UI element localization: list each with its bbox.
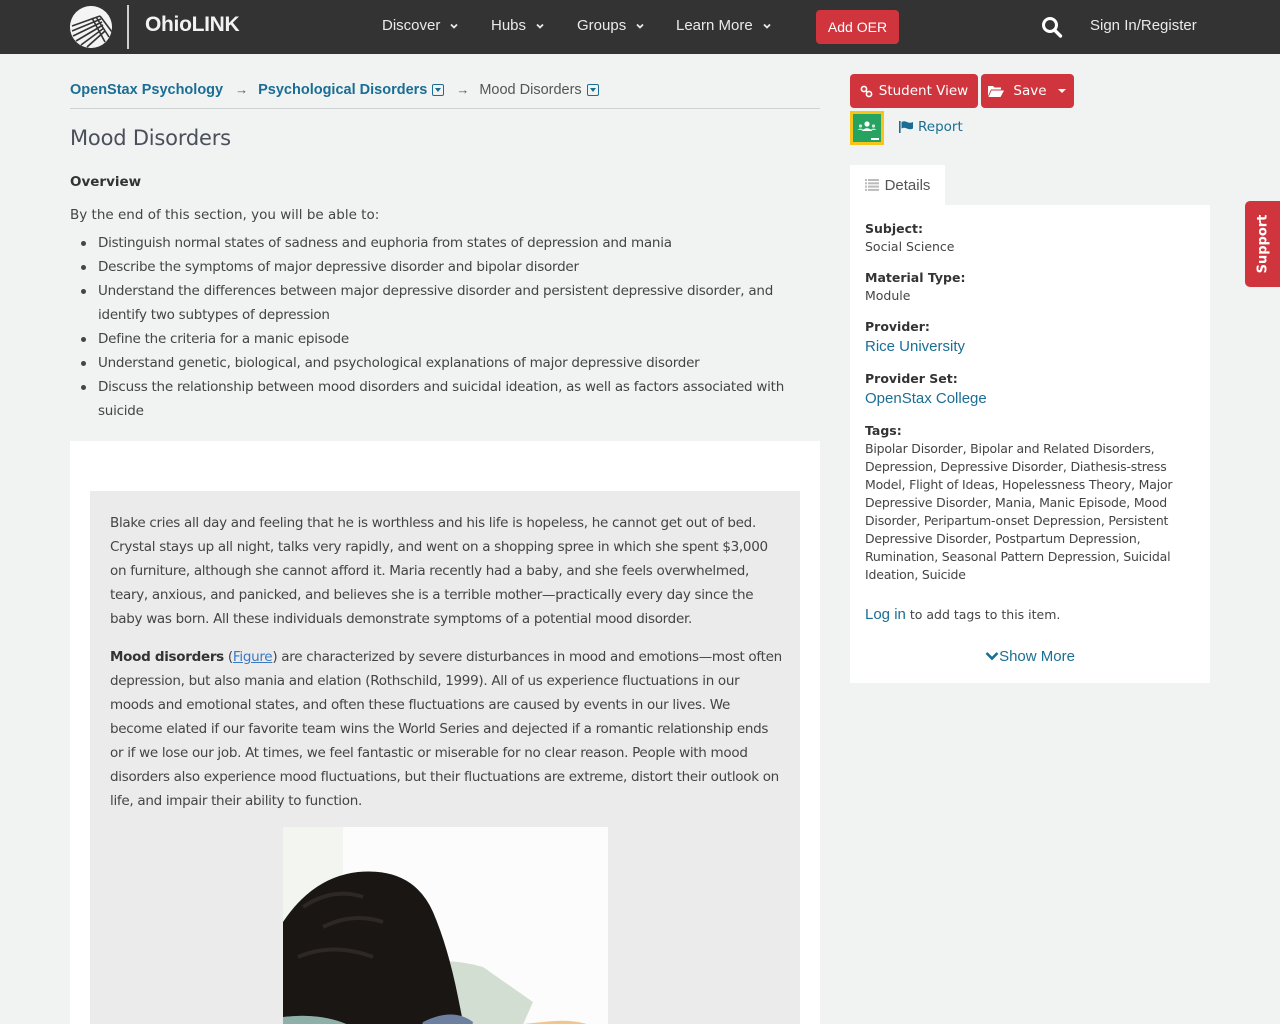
brand-name[interactable]: OhioLINK [145,13,240,36]
figure-image-sad-person [283,827,608,1024]
log-in-link[interactable]: Log in [865,606,906,623]
mood-disorders-paragraph: Mood disorders (Figure) are characterized by severe disturbances in mood and emotions—most often depression, but also mania and elation (Rothschild, 1999). All of us experience fluctuations in our moods and emotional states, and often these fluctuations are caused by events in our lives. We become elated if our favorite team wins the World Series and dejected if a romantic relationship ends or if we lose our job. At times, we feel fantastic or miserable for no clear reason. People with mood disorders also experience mood fluctuations, but their fluctuations are extreme, distort their outlook on life, and impair their ability to function. [110,649,782,809]
material-type-label: Material Type: [865,270,966,285]
support-tab[interactable] [1245,201,1280,287]
search-icon[interactable] [1041,15,1063,39]
nav-hubs[interactable] [491,17,544,34]
google-classroom-icon [853,114,881,142]
nav-groups-label: Groups [577,17,627,34]
objective-item: Describe the symptoms of major depressive disorder and bipolar disorder [70,255,790,279]
nav-learn-more[interactable] [676,17,771,34]
provider-set-link[interactable]: OpenStax College [865,390,987,407]
learning-objectives-list [70,231,790,423]
figure-link[interactable]: Figure [232,649,273,665]
chevron-down-icon [536,22,544,30]
subject-value: Social Science [865,239,955,254]
folder-open-icon [988,85,1004,97]
objective-item: Distinguish normal states of sadness and euphoria from states of depression and mania [70,231,790,255]
student-view-label: Student View [878,83,969,99]
breadcrumb-openstax-psychology[interactable]: OpenStax Psychology [70,82,224,98]
introduction-box [90,491,800,1024]
chevron-down-icon [450,22,458,30]
google-classroom-share-button[interactable] [850,111,884,145]
material-type-value: Module [865,288,911,303]
objective-item: Define the criteria for a manic episode [70,327,790,351]
logo-divider [127,5,129,49]
chevron-down-icon [636,22,644,30]
provider-link[interactable]: Rice University [865,338,966,355]
term-mood-disorders: Mood disorders [110,649,224,665]
subject-label: Subject: [865,221,923,236]
page-title: Mood Disorders [70,126,231,150]
sign-in-register-link[interactable]: Sign In/Register [1090,17,1197,34]
objective-item: Understand the differences between major depressive disorder and persistent depressive disorder, and identify two subtypes of depression [70,279,790,327]
intro-paragraph: Blake cries all day and feeling that he is worthless and his life is hopeless, he cannot get out of bed. Crystal stays up all night, talks very rapidly, and went on a shopping spree in which she spent $3,000 on furniture, although she cannot afford it. Maria recently had a baby, and she feels overwhelmed, teary, anxious, and panicked, and believes she is a terrible mother—practically every day since the baby was born. All these individuals demonstrate symptoms of a potential mood disorder. [110,515,768,627]
link-icon [860,85,873,98]
breadcrumb-current: Mood Disorders [479,82,582,98]
nav-discover[interactable] [382,17,458,34]
objective-item: Discuss the relationship between mood disorders and suicidal ideation, as well as factors associated with suicide [70,375,790,423]
nav-learn-more-label: Learn More [676,17,753,34]
caret-square-down-icon[interactable] [432,84,444,96]
report-link[interactable] [899,119,963,135]
tab-details[interactable] [850,165,945,205]
flag-icon [899,121,914,133]
details-panel [850,205,1210,683]
content-panel [70,441,820,1024]
objective-item: Understand genetic, biological, and psychological explanations of major depressive disorder [70,351,790,375]
breadcrumb [70,80,820,109]
tags-value: Bipolar Disorder, Bipolar and Related Disorders, Depression, Depressive Disorder, Diathesis-stress Model, Flight of Ideas, Hopelessness Theory, Major Depressive Disorder, Mania, Manic Episode, Mood Disorder, Peripartum-onset Depression, Persistent Depressive Disorder, Postpartum Depression, Rumination, Seasonal Pattern Depression, Suicidal Ideation, Suicide [865,441,1173,582]
chevron-down-icon [985,651,999,661]
breadcrumb-separator: → [235,82,249,97]
provider-set-label: Provider Set: [865,371,958,386]
nav-groups[interactable] [577,17,644,34]
caret-square-down-icon[interactable] [587,84,599,96]
report-label: Report [918,119,963,135]
tags-label: Tags: [865,423,902,438]
show-more-button[interactable] [850,648,1210,665]
support-label: Support [1255,214,1271,274]
chevron-down-icon [763,22,771,30]
ohiolink-logo-icon[interactable] [70,6,112,48]
student-view-button[interactable] [850,74,978,108]
overview-intro: By the end of this section, you will be able to: [70,207,380,223]
overview-heading: Overview [70,174,142,190]
save-label: Save [1013,83,1047,99]
login-to-tag-line: Log in to add tags to this item. [865,606,1061,623]
top-navbar [0,0,1280,54]
add-oer-button[interactable]: Add OER [816,10,899,44]
show-more-label: Show More [999,648,1075,665]
nav-hubs-label: Hubs [491,17,527,34]
details-tab-label: Details [884,176,931,194]
list-icon [865,179,879,191]
nav-discover-label: Discover [382,17,441,34]
caret-down-icon [1057,87,1067,95]
provider-label: Provider: [865,319,930,334]
save-button[interactable] [981,74,1074,108]
breadcrumb-psychological-disorders[interactable]: Psychological Disorders [258,82,428,98]
breadcrumb-separator: → [456,82,470,97]
